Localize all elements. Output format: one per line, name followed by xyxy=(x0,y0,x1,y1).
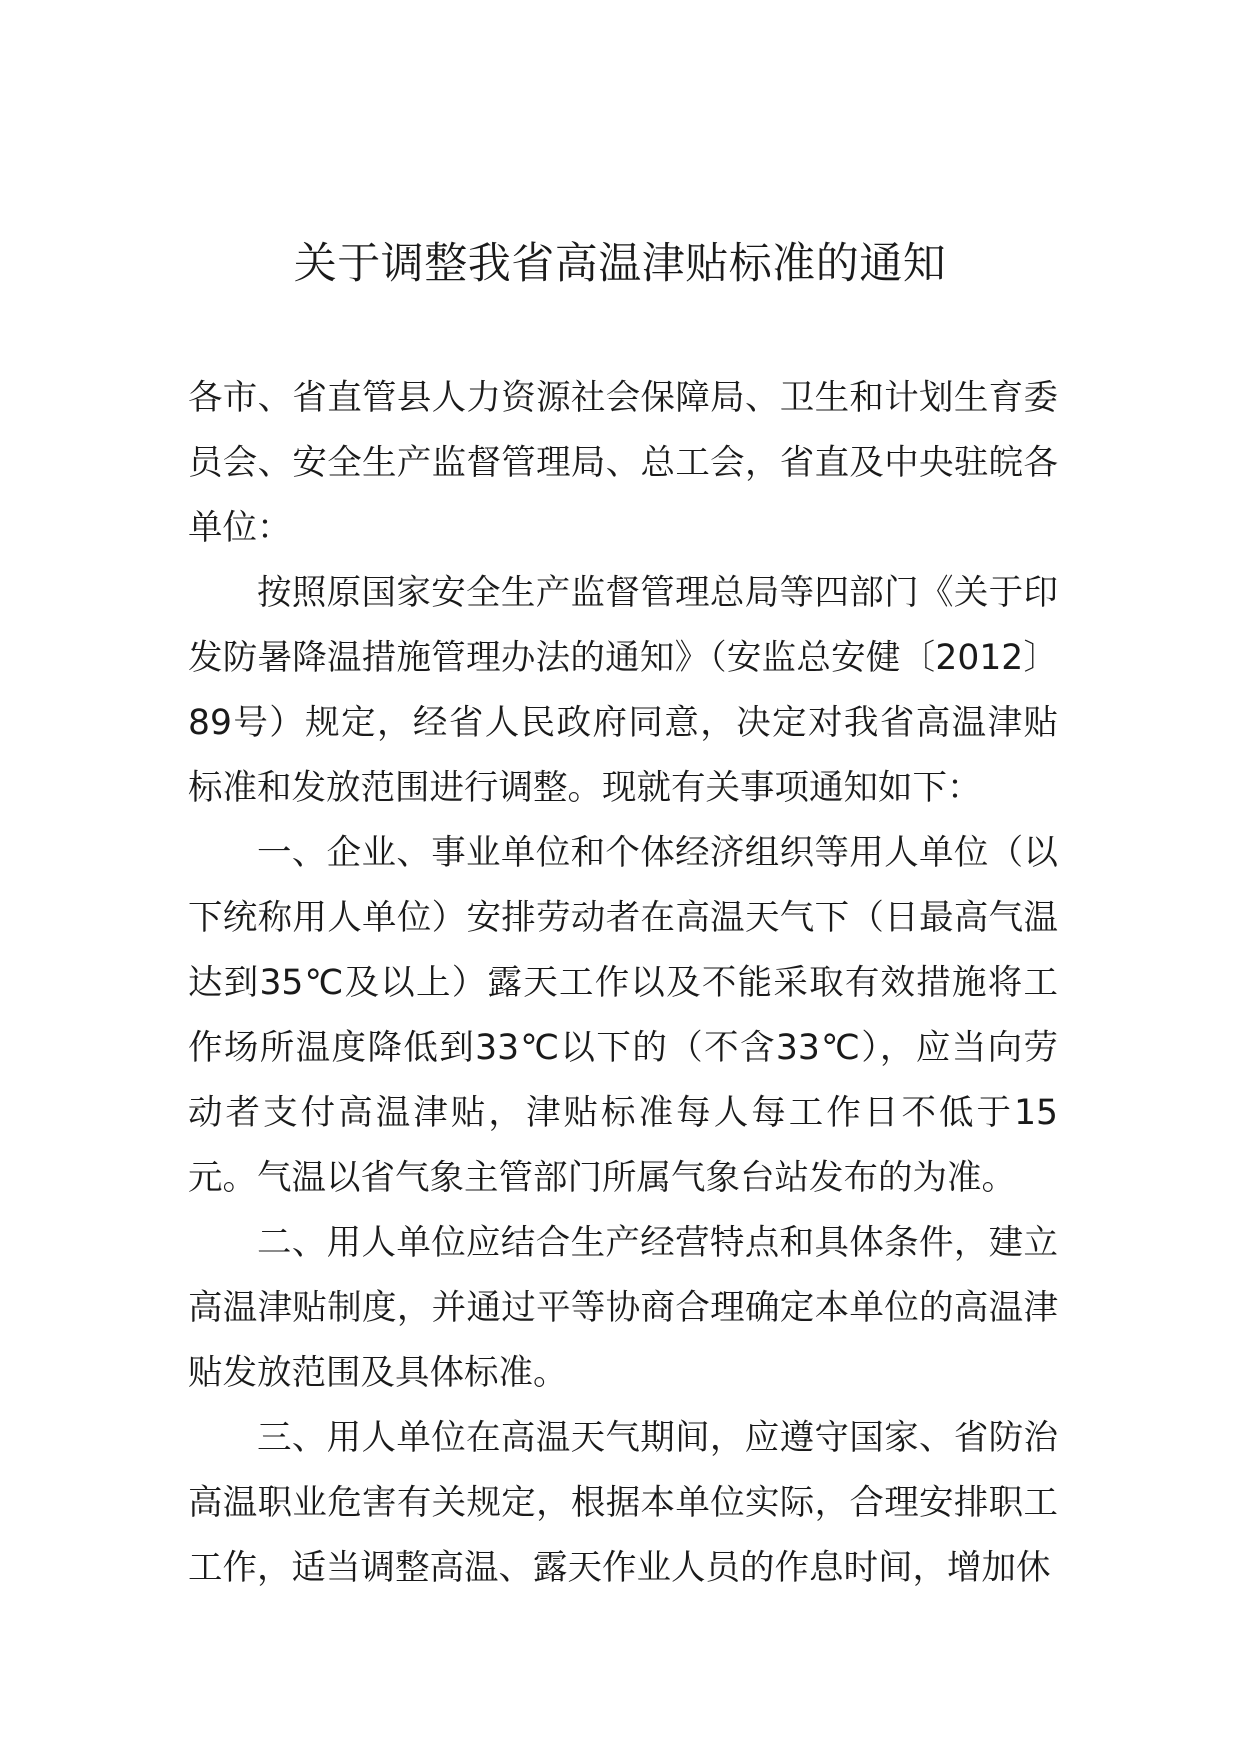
addressee-line: 各市、省直管县人力资源社会保障局、卫生和计划生育委员会、安全生产监督管理局、总工会，省直及中央驻皖各单位： xyxy=(188,378,1058,548)
paragraph-item-2: 二、用人单位应结合生产经营特点和具体条件，建立高温津贴制度，并通过平等协商合理确定本单位的高温津贴发放范围及具体标准。 xyxy=(188,1223,1058,1393)
document-body xyxy=(188,366,1058,1601)
document-title: 关于调整我省高温津贴标准的通知 xyxy=(293,239,947,289)
paragraph-item-1: 一、企业、事业单位和个体经济组织等用人单位（以下统称用人单位）安排劳动者在高温天气下（日最高气温达到35℃及以上）露天工作以及不能采取有效措施将工作场所温度降低到33℃以下的（不含33℃），应当向劳动者支付高温津贴，津贴标准每人每工作日不低于15元。气温以省气象主管部门所属气象台站发布的为准。 xyxy=(188,833,1058,1198)
paragraph-intro: 按照原国家安全生产监督管理总局等四部门《关于印发防暑降温措施管理办法的通知》（安监总安健〔2012〕89号）规定，经省人民政府同意，决定对我省高温津贴标准和发放范围进行调整。现就有关事项通知如下： xyxy=(188,573,1058,808)
paragraph-item-3: 三、用人单位在高温天气期间，应遵守国家、省防治高温职业危害有关规定，根据本单位实际，合理安排职工工作，适当调整高温、露天作业人员的作息时间，增加休 xyxy=(188,1418,1058,1588)
